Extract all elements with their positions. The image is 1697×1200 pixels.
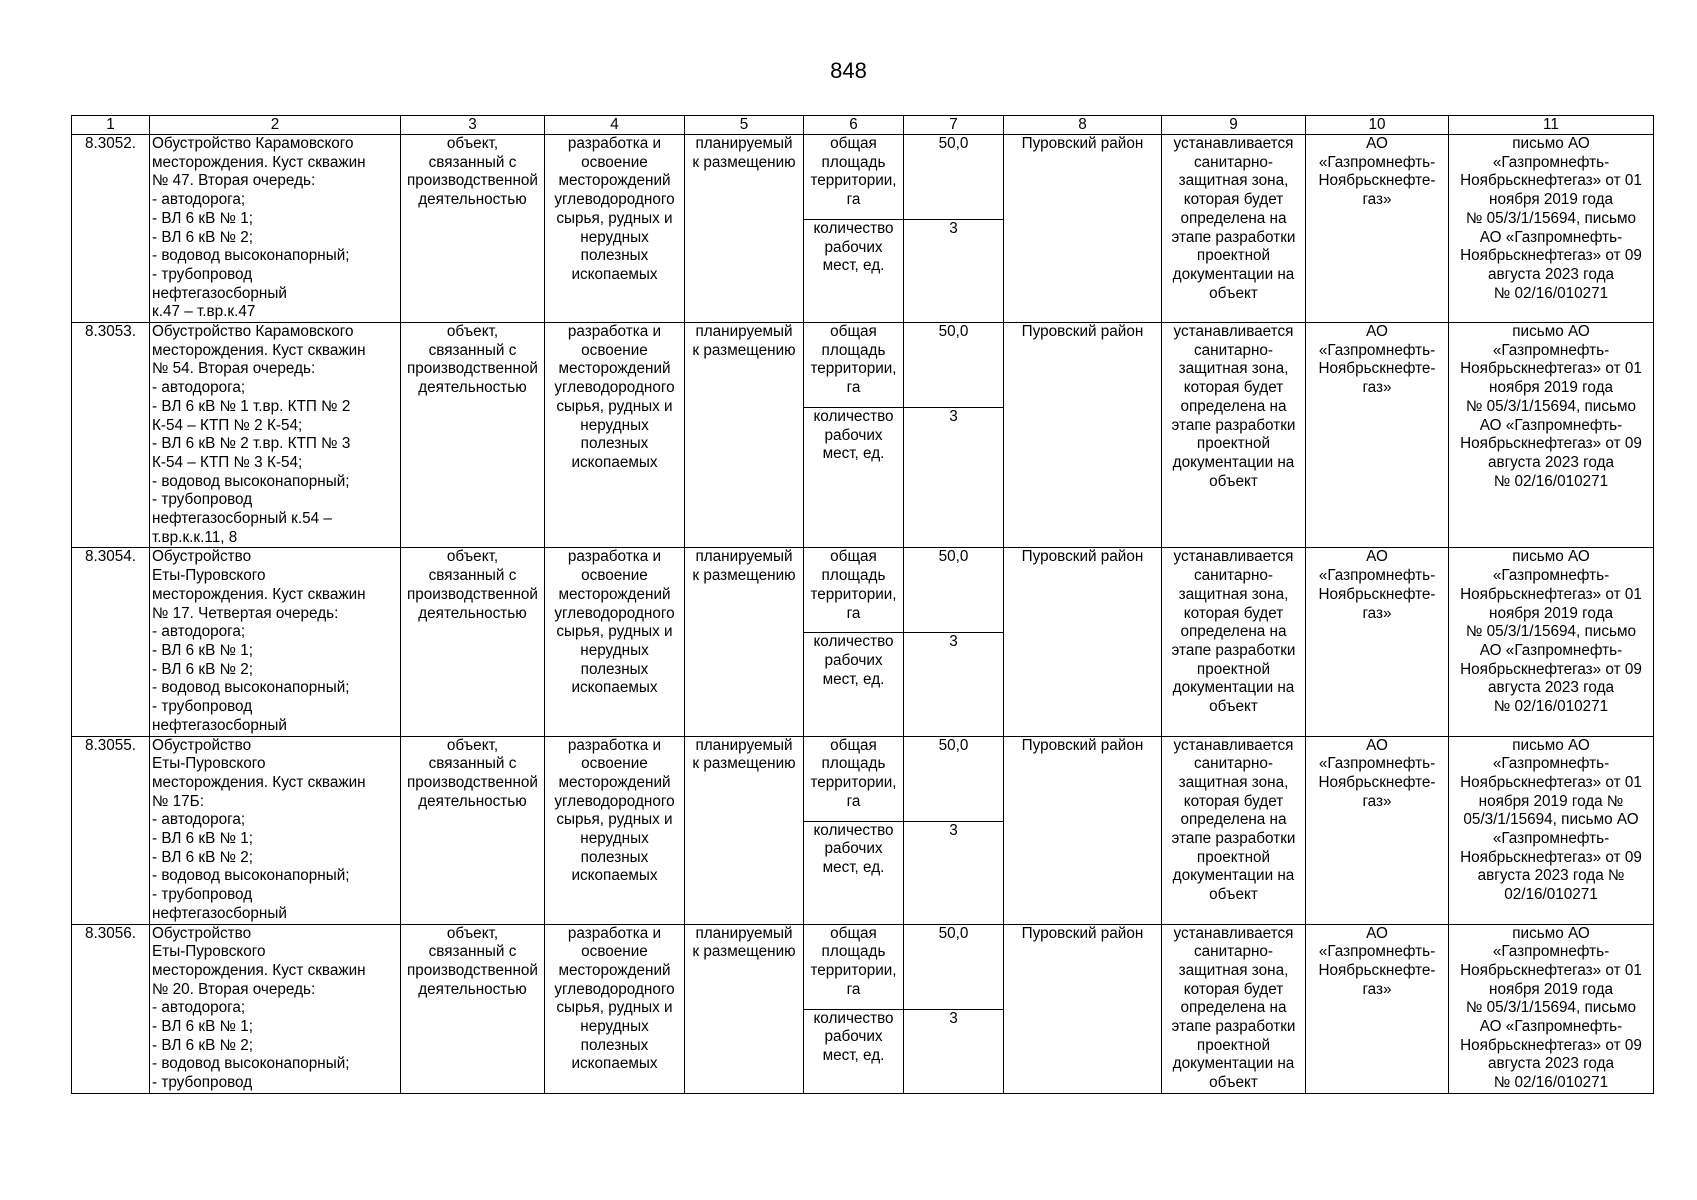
column-number-row <box>72 116 1654 135</box>
param-names-cell <box>804 135 904 323</box>
param-area-value: 50,0 <box>904 737 1003 822</box>
zone-info: устанавливается санитарно- защитная зона, которая будет определена на этапе разработки проектной документации на объект <box>1162 135 1306 323</box>
table-row <box>72 135 1654 323</box>
param-area-name: общая площадь территории, га <box>804 737 903 822</box>
owner: АО «Газпромнефть- Ноябрьскнефте- газ» <box>1306 548 1449 736</box>
param-jobs-name: количество рабочих мест, ед. <box>813 408 894 463</box>
zone-info: устанавливается санитарно- защитная зона, которая будет определена на этапе разработки проектной документации на объект <box>1162 548 1306 736</box>
param-values-cell <box>904 736 1004 924</box>
param-jobs-value: 3 <box>949 220 958 237</box>
param-area-value: 50,0 <box>904 323 1003 408</box>
param-jobs-value: 3 <box>949 821 958 839</box>
param-area-value: 50,0 <box>904 548 1003 633</box>
param-names-cell <box>804 924 904 1093</box>
param-jobs-value: 3 <box>949 633 958 651</box>
table-row <box>72 548 1654 736</box>
column-number: 10 <box>1306 116 1449 135</box>
record-number: 8.3053. <box>72 323 150 548</box>
object-type: объект, связанный с производственной деятельностью <box>401 135 545 323</box>
location: Пуровский район <box>1004 924 1162 1093</box>
record-number: 8.3054. <box>72 548 150 736</box>
record-number: 8.3055. <box>72 736 150 924</box>
table-row <box>72 736 1654 924</box>
owner: АО «Газпромнефть- Ноябрьскнефте- газ» <box>1306 323 1449 548</box>
basis-document: письмо АО «Газпромнефть- Ноябрьскнефтегаз» от 01 ноября 2019 года № 05/3/1/15694, письмо АО «Газпромнефть- Ноябрьскнефтегаз» от 09 августа 2023 года № 02/16/010271 <box>1449 736 1654 924</box>
column-number: 6 <box>804 116 904 135</box>
object-purpose: разработка и освоение месторождений углеводородного сырья, рудных и нерудных полезных ископаемых <box>545 548 685 736</box>
object-status: планируемый к размещению <box>685 548 804 736</box>
param-area-name: общая площадь территории, га <box>804 135 903 220</box>
param-area-value: 50,0 <box>904 925 1003 1010</box>
zone-info: устанавливается санитарно- защитная зона, которая будет определена на этапе разработки проектной документации на объект <box>1162 323 1306 548</box>
column-number: 2 <box>150 116 401 135</box>
object-type: объект, связанный с производственной деятельностью <box>401 323 545 548</box>
page-number: 848 <box>830 58 867 83</box>
registry-table <box>71 115 1654 1094</box>
table-row <box>72 924 1654 1093</box>
zone-info: устанавливается санитарно- защитная зона, которая будет определена на этапе разработки проектной документации на объект <box>1162 736 1306 924</box>
object-status: планируемый к размещению <box>685 323 804 548</box>
param-area-name: общая площадь территории, га <box>804 548 903 633</box>
object-name: Обустройство Карамовского месторождения. Куст скважин № 47. Вторая очередь: - автодорога; - ВЛ 6 кВ № 1; - ВЛ 6 кВ № 2; - водовод высоконапорный; - трубопровод нефтегазосборный к.47 – т.вр.к.47 <box>150 135 401 323</box>
owner: АО «Газпромнефть- Ноябрьскнефте- газ» <box>1306 736 1449 924</box>
record-number: 8.3056. <box>72 924 150 1093</box>
param-area-name: общая площадь территории, га <box>804 925 903 1010</box>
object-purpose: разработка и освоение месторождений углеводородного сырья, рудных и нерудных полезных ископаемых <box>545 135 685 323</box>
object-purpose: разработка и освоение месторождений углеводородного сырья, рудных и нерудных полезных ископаемых <box>545 924 685 1093</box>
object-name: Обустройство Карамовского месторождения. Куст скважин № 54. Вторая очередь: - автодорога; - ВЛ 6 кВ № 1 т.вр. КТП № 2 К-54 – КТП № 2 К-54; - ВЛ 6 кВ № 2 т.вр. КТП № 3 К-54 – КТП № 3 К-54; - водовод высоконапорный; - трубопровод нефтегазосборный к.54 – т.вр.к.к.11, 8 <box>150 323 401 548</box>
basis-document: письмо АО «Газпромнефть- Ноябрьскнефтегаз» от 01 ноября 2019 года № 05/3/1/15694, письмо АО «Газпромнефть- Ноябрьскнефтегаз» от 09 августа 2023 года № 02/16/010271 <box>1449 924 1654 1093</box>
column-number: 3 <box>401 116 545 135</box>
basis-document: письмо АО «Газпромнефть- Ноябрьскнефтегаз» от 01 ноября 2019 года № 05/3/1/15694, письмо АО «Газпромнефть- Ноябрьскнефтегаз» от 09 августа 2023 года № 02/16/010271 <box>1449 135 1654 323</box>
location: Пуровский район <box>1004 323 1162 548</box>
column-number: 5 <box>685 116 804 135</box>
zone-info: устанавливается санитарно- защитная зона, которая будет определена на этапе разработки проектной документации на объект <box>1162 924 1306 1093</box>
object-status: планируемый к размещению <box>685 924 804 1093</box>
owner: АО «Газпромнефть- Ноябрьскнефте- газ» <box>1306 924 1449 1093</box>
owner: АО «Газпромнефть- Ноябрьскнефте- газ» <box>1306 135 1449 323</box>
column-number: 4 <box>545 116 685 135</box>
object-name: Обустройство Еты-Пуровского месторождения. Куст скважин № 20. Вторая очередь: - автодорога; - ВЛ 6 кВ № 1; - ВЛ 6 кВ № 2; - водовод высоконапорный; - трубопровод <box>150 924 401 1093</box>
column-number: 11 <box>1449 116 1654 135</box>
basis-document: письмо АО «Газпромнефть- Ноябрьскнефтегаз» от 01 ноября 2019 года № 05/3/1/15694, письмо АО «Газпромнефть- Ноябрьскнефтегаз» от 09 августа 2023 года № 02/16/010271 <box>1449 548 1654 736</box>
object-purpose: разработка и освоение месторождений углеводородного сырья, рудных и нерудных полезных ископаемых <box>545 323 685 548</box>
basis-document: письмо АО «Газпромнефть- Ноябрьскнефтегаз» от 01 ноября 2019 года № 05/3/1/15694, письмо АО «Газпромнефть- Ноябрьскнефтегаз» от 09 августа 2023 года № 02/16/010271 <box>1449 323 1654 548</box>
param-area-value: 50,0 <box>904 135 1003 220</box>
column-number: 9 <box>1162 116 1306 135</box>
column-number: 7 <box>904 116 1004 135</box>
param-area-name: общая площадь территории, га <box>804 323 903 408</box>
object-type: объект, связанный с производственной деятельностью <box>401 924 545 1093</box>
param-jobs-value: 3 <box>949 408 958 426</box>
location: Пуровский район <box>1004 736 1162 924</box>
param-names-cell <box>804 323 904 548</box>
location: Пуровский район <box>1004 548 1162 736</box>
param-jobs-name: количество рабочих мест, ед. <box>813 633 894 688</box>
param-names-cell <box>804 736 904 924</box>
object-type: объект, связанный с производственной деятельностью <box>401 548 545 736</box>
table-row <box>72 323 1654 548</box>
param-values-cell <box>904 323 1004 548</box>
column-number: 8 <box>1004 116 1162 135</box>
param-jobs-value: 3 <box>949 1009 958 1027</box>
param-values-cell <box>904 135 1004 323</box>
object-type: объект, связанный с производственной деятельностью <box>401 736 545 924</box>
column-number: 1 <box>72 116 150 135</box>
record-number: 8.3052. <box>72 135 150 323</box>
param-values-cell <box>904 548 1004 736</box>
object-status: планируемый к размещению <box>685 135 804 323</box>
object-status: планируемый к размещению <box>685 736 804 924</box>
object-name: Обустройство Еты-Пуровского месторождения. Куст скважин № 17. Четвертая очередь: - автодорога; - ВЛ 6 кВ № 1; - ВЛ 6 кВ № 2; - водовод высоконапорный; - трубопровод нефтегазосборный <box>150 548 401 736</box>
param-names-cell <box>804 548 904 736</box>
param-jobs-name: количество рабочих мест, ед. <box>813 220 894 275</box>
param-jobs-name: количество рабочих мест, ед. <box>813 1009 894 1064</box>
param-values-cell <box>904 924 1004 1093</box>
object-name: Обустройство Еты-Пуровского месторождения. Куст скважин № 17Б: - автодорога; - ВЛ 6 кВ № 1; - ВЛ 6 кВ № 2; - водовод высоконапорный; - трубопровод нефтегазосборный <box>150 736 401 924</box>
location: Пуровский район <box>1004 135 1162 323</box>
object-purpose: разработка и освоение месторождений углеводородного сырья, рудных и нерудных полезных ископаемых <box>545 736 685 924</box>
param-jobs-name: количество рабочих мест, ед. <box>813 821 894 876</box>
